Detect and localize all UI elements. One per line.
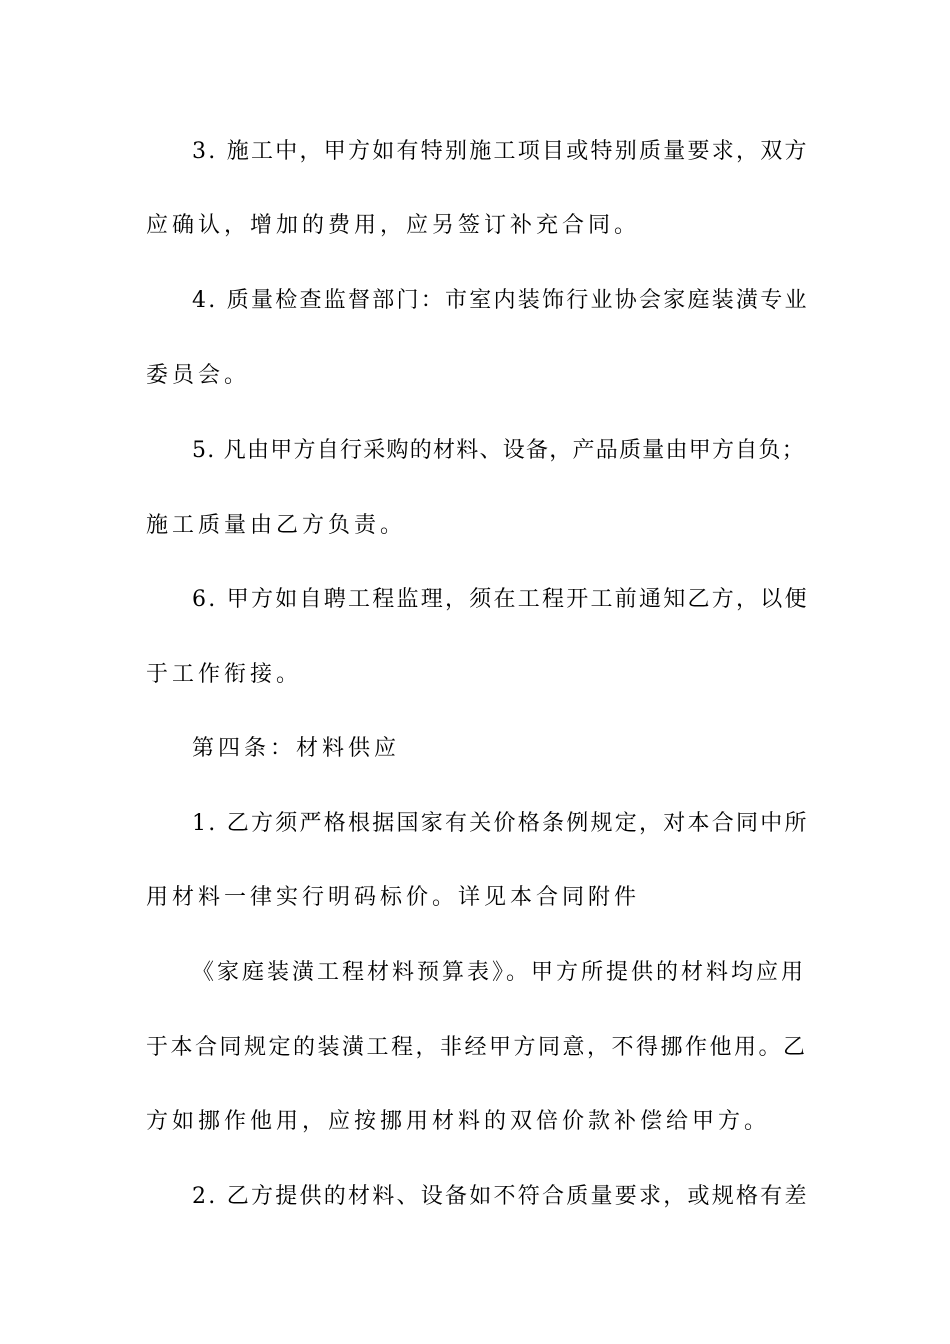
paragraph-line: 2. 乙方提供的材料、设备如不符合质量要求，或规格有差: [192, 1184, 809, 1209]
paragraph-line: 5. 凡由甲方自行采购的材料、设备，产品质量由甲方自负；: [192, 438, 805, 463]
paragraph-line: 委员会。: [146, 363, 251, 388]
paragraph-line: 6. 甲方如自聘工程监理，须在工程开工前通知乙方，以便: [192, 587, 809, 612]
paragraph-line: 3. 施工中，甲方如有特别施工项目或特别质量要求，双方: [192, 139, 809, 164]
paragraph-line: 用材料一律实行明码标价。详见本合同附件: [146, 885, 641, 910]
paragraph-line: 1. 乙方须严格根据国家有关价格条例规定，对本合同中所: [192, 811, 809, 836]
paragraph-line: 应确认，增加的费用，应另签订补充合同。: [146, 213, 641, 238]
paragraph-line: 施工质量由乙方负责。: [146, 513, 407, 538]
paragraph-line: 《家庭装潢工程材料预算表》。甲方所提供的材料均应用: [192, 960, 807, 985]
paragraph-line: 于工作衔接。: [146, 662, 303, 687]
section-heading: 第四条：材料供应: [192, 736, 401, 761]
paragraph-line: 4. 质量检查监督部门：市室内装饰行业协会家庭装潢专业: [192, 288, 809, 313]
paragraph-line: 方如挪作他用，应按挪用材料的双倍价款补偿给甲方。: [146, 1109, 771, 1134]
paragraph-line: 于本合同规定的装潢工程，非经甲方同意，不得挪作他用。乙: [146, 1035, 808, 1060]
